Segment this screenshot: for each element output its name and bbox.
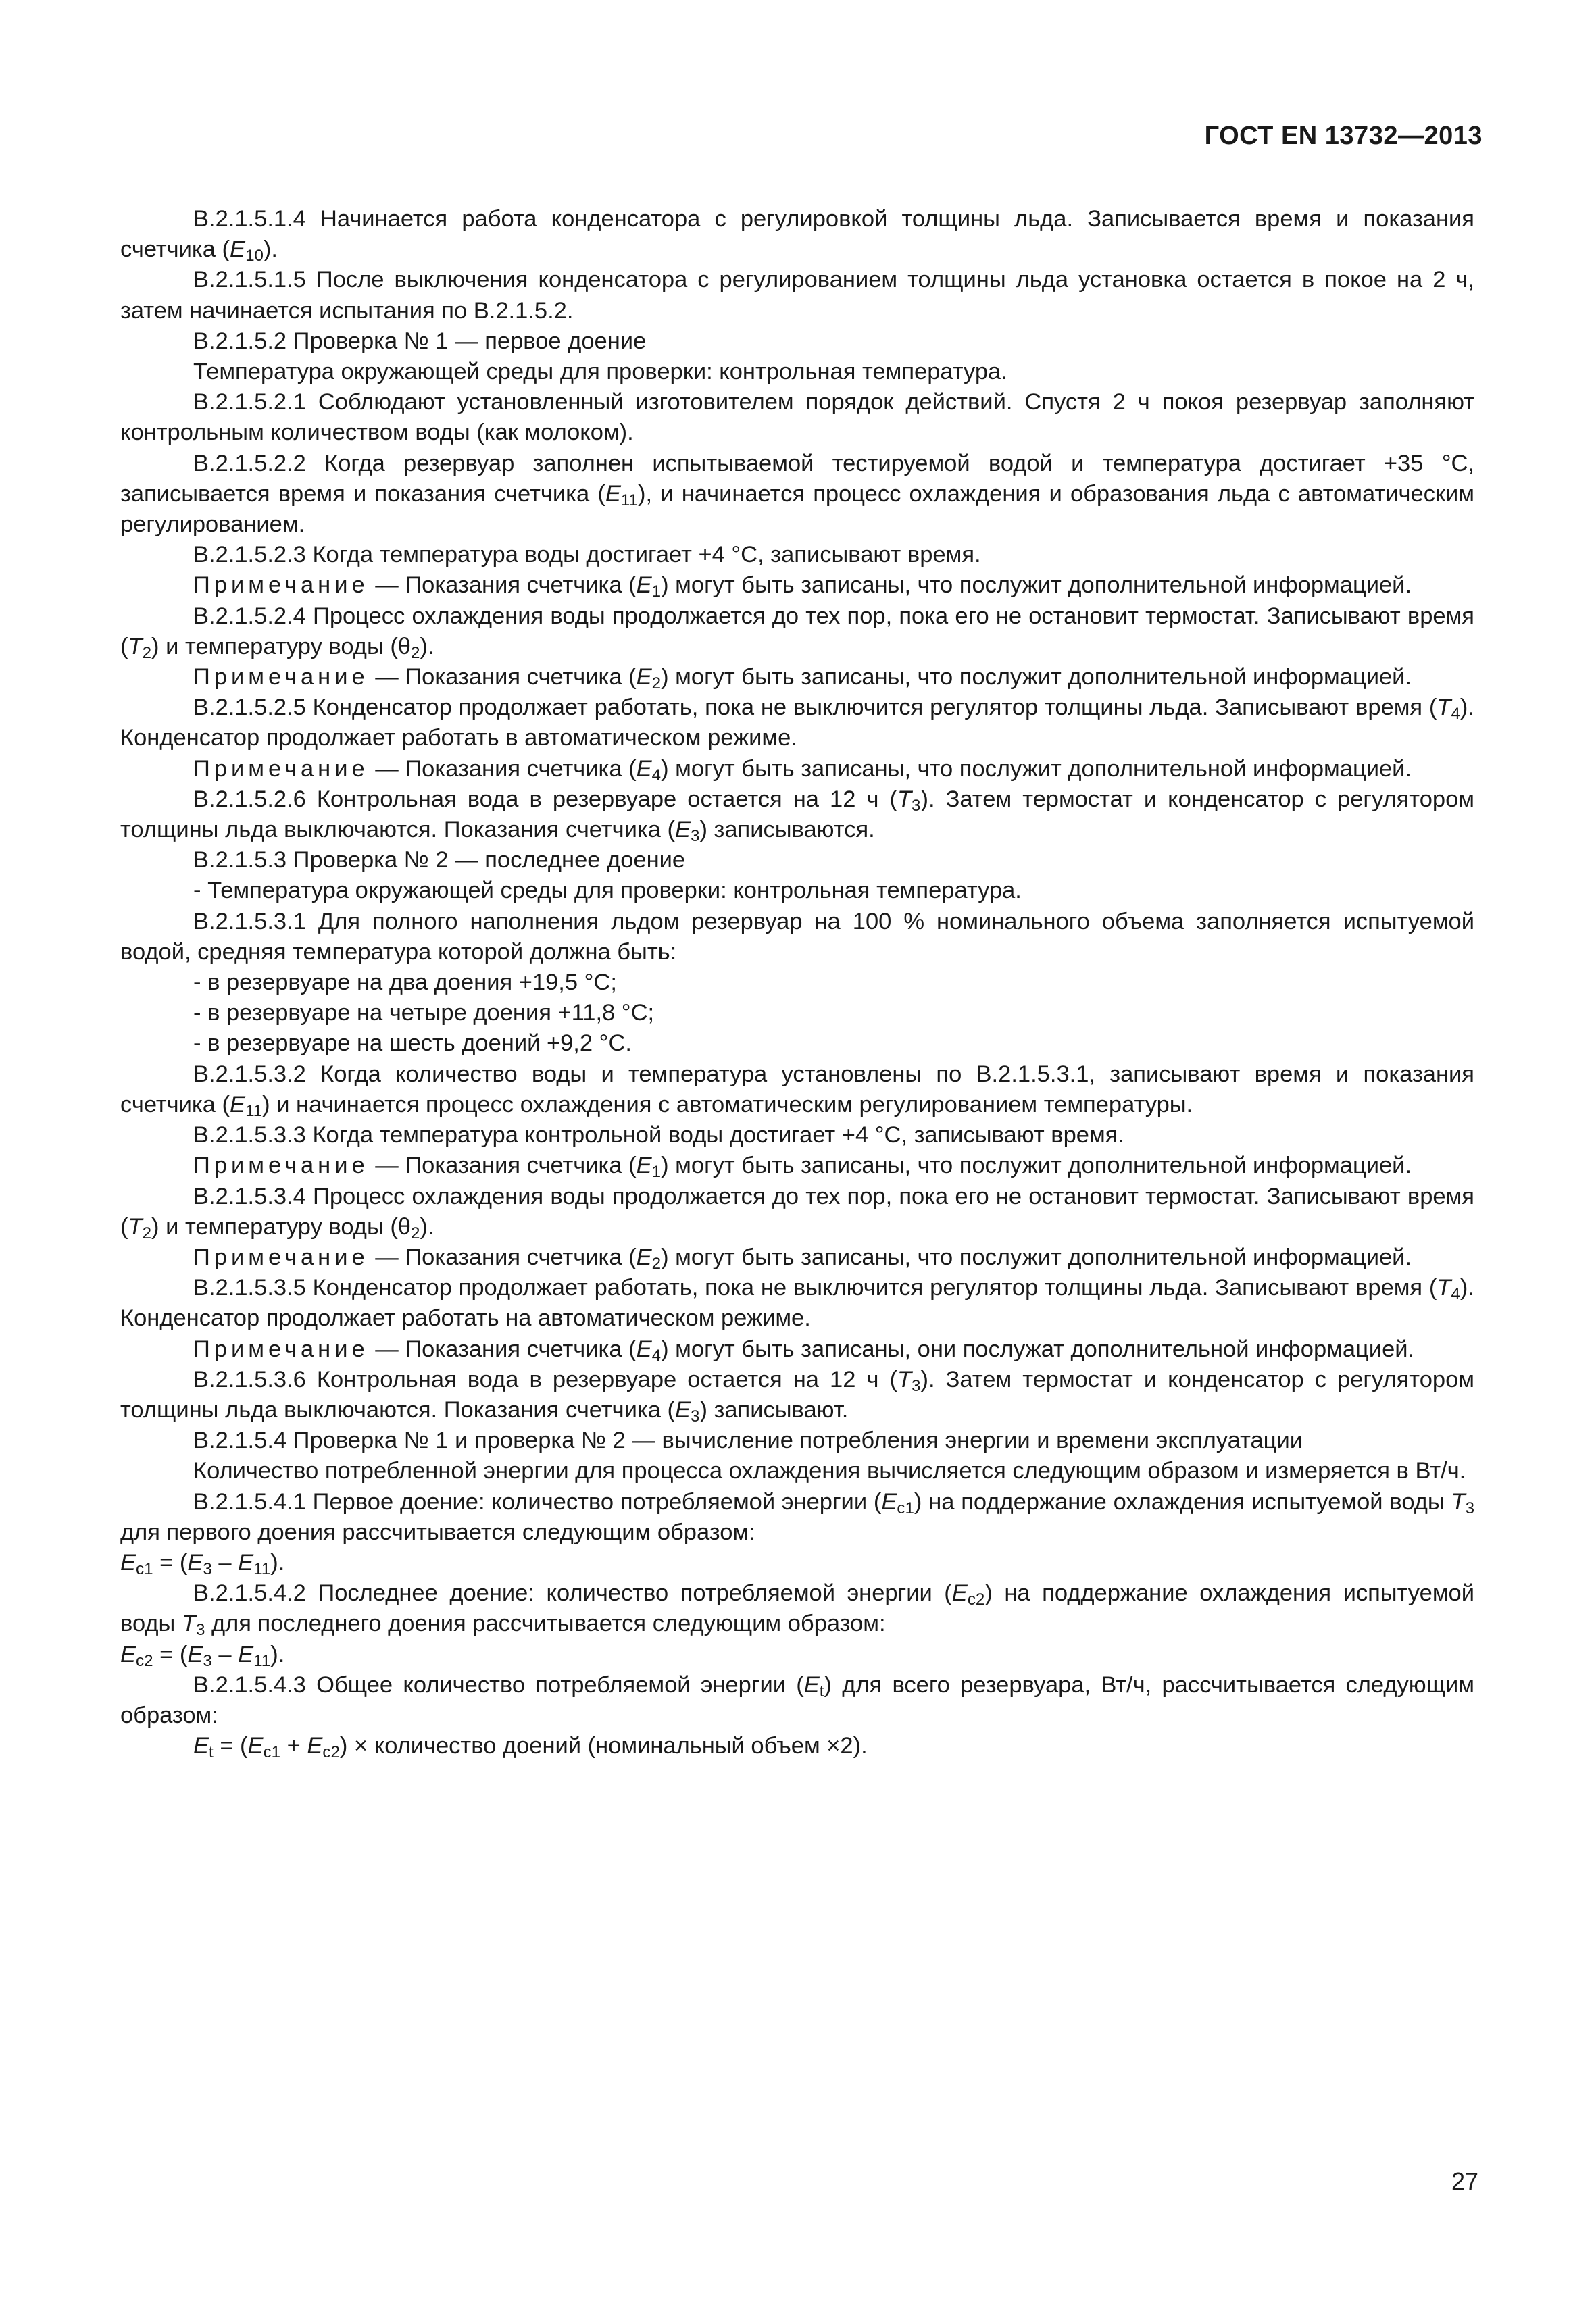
paragraph-b-2-1-5-4-3: В.2.1.5.4.3 Общее количество потребляемой энергии $(E_t)$ для всего резервуара, Вт/ч, рассчитывается следующим образом: [120,1671,1474,1728]
paragraph-b-2-1-5-3-4: В.2.1.5.3.4 Процесс охлаждения воды продолжается до тех пор, пока его не остановит термостат. Записывают время $(T_2)$ и температуру воды $(\theta_2)$. [120,1183,1474,1242]
heading-b-2-1-5-4: В.2.1.5.4 Проверка № 1 и проверка № 2 — вычисление потребления энергии и времени эксплуатации [193,1428,1303,1454]
page-number: 27 [1451,2167,1478,2195]
note-3: Примечание — Показания счетчика $(E_4)$ могут быть записаны, что послужит дополнительной информацией. [193,755,1412,784]
paragraph-ambient-temp-1: Температура окружающей среды для проверки: контрольная температура. [193,359,1007,385]
paragraph-energy-intro: Количество потребленной энергии для процесса охлаждения вычисляется следующим образом и измеряется в Вт/ч. [193,1458,1466,1484]
paragraph-b-2-1-5-1-5: В.2.1.5.1.5 После выключения конденсатора с регулированием толщины льда установка остается в покое на 2 ч, затем начинается испытания по В.2.1.5.2. [120,267,1474,324]
list-item-six-milkings: - в резервуаре на шесть доений +9,2 °С. [193,1030,632,1057]
document-body [120,204,1474,1761]
note-4: Примечание — Показания счетчика $(E_1)$ могут быть записаны, что послужит дополнительной информацией. [193,1153,1412,1182]
paragraph-b-2-1-5-3-1: В.2.1.5.3.1 Для полного наполнения льдом резервуар на 100 % номинального объема заполняется испытуемой водой, средняя температура которой должна быть: [120,908,1474,965]
paragraph-b-2-1-5-1-4: В.2.1.5.1.4 Начинается работа конденсатора с регулировкой толщины льда. Записывается время и показания счетчика $(E_{10})$. [120,206,1474,266]
heading-check-2: В.2.1.5.3 Проверка № 2 — последнее доение [193,847,686,874]
formula-ec2: $E_{c2} = (E_3 - E_{11})$. [120,1641,285,1670]
paragraph-b-2-1-5-4-1: В.2.1.5.4.1 Первое доение: количество потребляемой энергии $(E_{c1})$ на поддержание охлаждения испытуемой воды $T_3$ для первого доения рассчитывается следующим образом: [120,1488,1474,1545]
paragraph-b-2-1-5-3-2: В.2.1.5.3.2 Когда количество воды и температура установлены по В.2.1.5.3.1, записывают время и показания счетчика $(E_{11})$ и начинается процесс охлаждения с автоматическим регулированием температуры. [120,1061,1474,1120]
paragraph-b-2-1-5-2-6: В.2.1.5.2.6 Контрольная вода в резервуаре остается на 12 ч $(T_3)$. Затем термостат и конденсатор с регулятором толщины льда выключаются. Показания счетчика $(E_3)$ записываются. [120,786,1474,846]
paragraph-b-2-1-5-2-1: В.2.1.5.2.1 Соблюдают установленный изготовителем порядок действий. Спустя 2 ч покоя резервуар заполняют контрольным количеством воды (как молоком). [120,389,1474,446]
note-2: Примечание — Показания счетчика $(E_2)$ могут быть записаны, что послужит дополнительной информацией. [193,664,1412,693]
paragraph-b-2-1-5-2-5: В.2.1.5.2.5 Конденсатор продолжает работать, пока не выключится регулятор толщины льда. Записывают время $(T_4)$. Конденсатор продолжает работать в автоматическом режиме. [120,695,1474,751]
paragraph-b-2-1-5-2-4: В.2.1.5.2.4 Процесс охлаждения воды продолжается до тех пор, пока его не остановит термостат. Записывают время $(T_2)$ и температуру воды $(\theta_2)$. [120,603,1474,662]
formula-ec1: $E_{c1} = (E_3 - E_{11})$. [120,1549,285,1578]
heading-check-1: В.2.1.5.2 Проверка № 1 — первое доение [193,328,647,354]
paragraph-b-2-1-5-2-2: В.2.1.5.2.2 Когда резервуар заполнен испытываемой тестируемой водой и температура достигает +35 °С, записывается время и показания счетчика $(E_{11})$, и начинается процесс охлаждения и образования льда с автоматическим регулированием. [120,450,1475,538]
note-6: Примечание — Показания счетчика $(E_4)$ могут быть записаны, они послужат дополнительной информацией. [193,1336,1415,1365]
paragraph-b-2-1-5-4-2: В.2.1.5.4.2 Последнее доение: количество потребляемой энергии $(E_{c2})$ на поддержание охлаждения испытуемой воды $T_3$ для последнего доения рассчитывается следующим образом: [120,1580,1474,1640]
paragraph-b-2-1-5-3-3: В.2.1.5.3.3 Когда температура контрольной воды достигает +4 °С, записывают время. [193,1122,1124,1149]
paragraph-b-2-1-5-3-6: В.2.1.5.3.6 Контрольная вода в резервуаре остается на 12 ч $(T_3)$. Затем термостат и конденсатор с регулятором толщины льда выключаются. Показания счетчика $(E_3)$ записывают. [120,1366,1474,1426]
note-5: Примечание — Показания счетчика $(E_2)$ могут быть записаны, что послужит дополнительной информацией. [193,1244,1412,1273]
note-1: Примечание — Показания счетчика $(E_1)$ могут быть записаны, что послужит дополнительной информацией. [193,572,1412,601]
standard-code-header: ГОСТ EN 13732—2013 [1204,122,1482,150]
paragraph-ambient-temp-2: - Температура окружающей среды для проверки: контрольная температура. [193,878,1022,904]
formula-et: $E_t = (E_{c1} + E_{c2})$ × количество доений (номинальный объем ×2). [193,1733,868,1762]
list-item-four-milkings: - в резервуаре на четыре доения +11,8 °С; [193,1000,655,1026]
list-item-two-milkings: - в резервуаре на два доения +19,5 °С; [193,970,617,996]
paragraph-b-2-1-5-2-3: В.2.1.5.2.3 Когда температура воды достигает +4 °С, записывают время. [193,542,981,568]
paragraph-b-2-1-5-3-5: В.2.1.5.3.5 Конденсатор продолжает работать, пока не выключится регулятор толщины льда. Записывают время $(T_4)$. Конденсатор продолжает работать на автоматическом режиме. [120,1275,1474,1332]
